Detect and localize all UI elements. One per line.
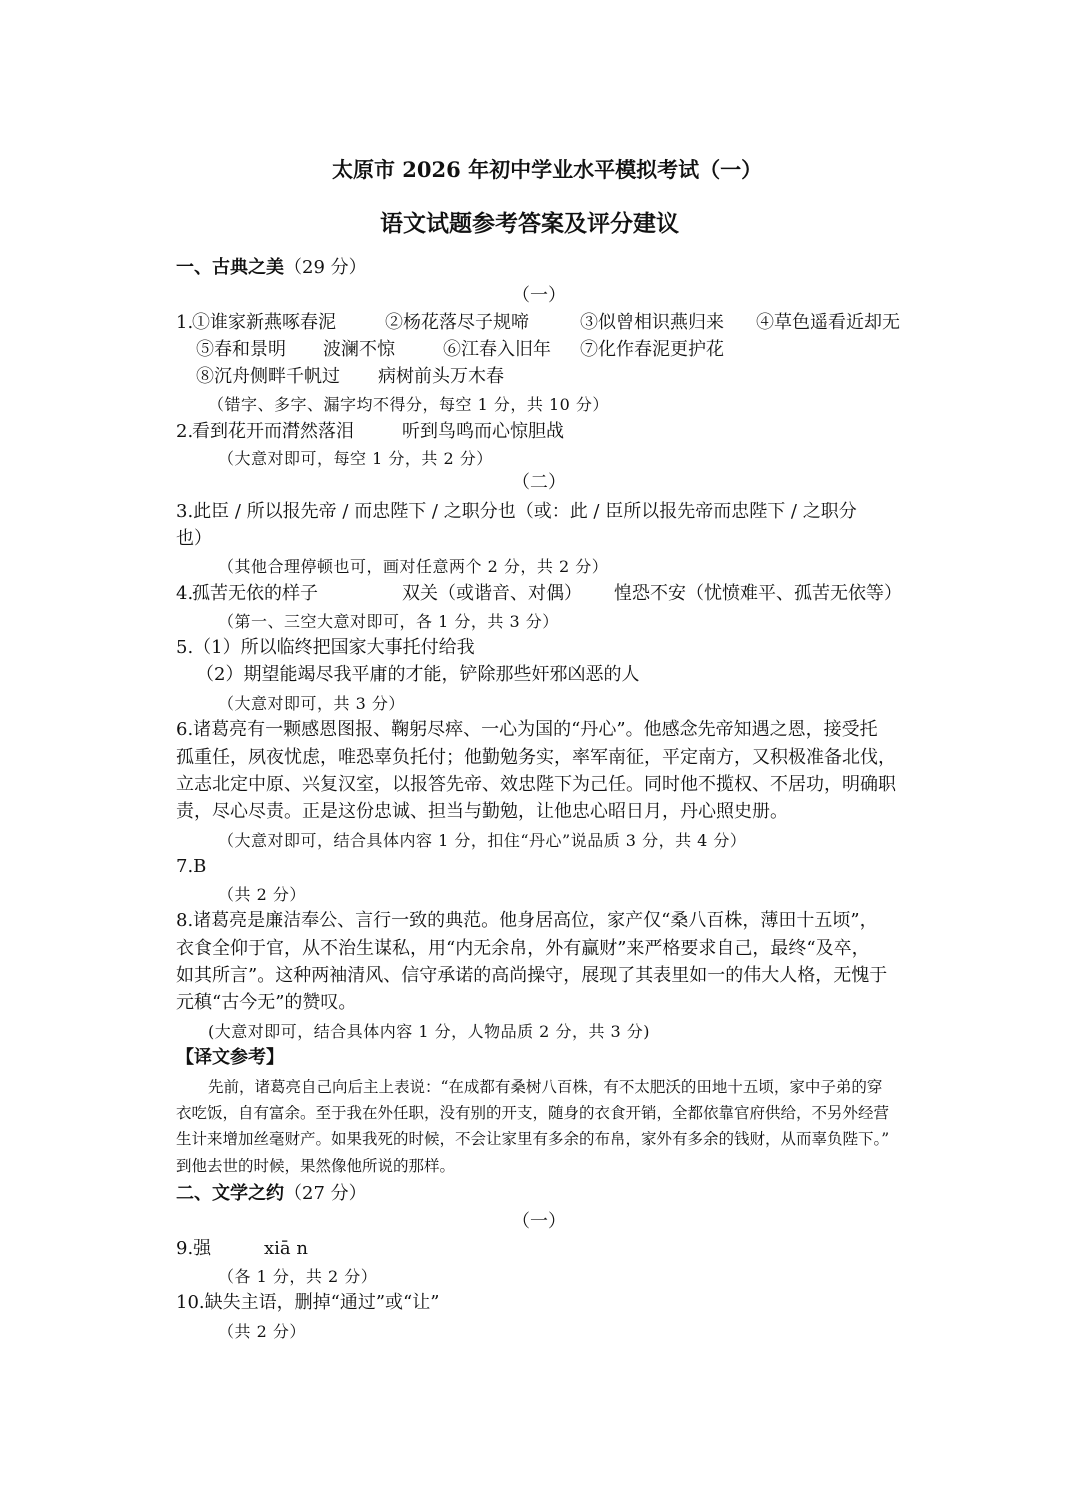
- q6-answer-line: 孤重任，夙夜忧虑，唯恐辜负托付；他勤勉务实，率军南征，平定南方，又积极准备北伐，: [176, 747, 896, 768]
- q3-answer-line-2: 也）: [176, 528, 212, 549]
- q4-answer-a: 孤苦无依的样子: [192, 583, 318, 604]
- q1-blank-7: ⑦化作春泥更护花: [580, 339, 724, 360]
- q1-blank-6: ⑥江春入旧年: [443, 339, 551, 360]
- q2-num: 2.: [176, 421, 194, 442]
- q10-answer: 10.缺失主语，删掉“通过”或“让”: [176, 1292, 440, 1313]
- q7-scoring-note: （共 2 分）: [218, 885, 306, 904]
- section-1-title: 一、古典之美: [176, 257, 284, 278]
- part-2-heading: （二）: [512, 472, 566, 493]
- q6-answer-line: 责，尽心尽责。正是这份忠诚、担当与勤勉，让他忠心昭日月，丹心照史册。: [176, 801, 788, 822]
- q1-blank-2: ②杨花落尽子规啼: [385, 312, 529, 333]
- section-2-part-1-heading: （一）: [512, 1211, 566, 1232]
- translation-line: 衣吃饭，自有富余。至于我在外任职，没有别的开支，随身的衣食开销，全都依靠官府供给，不另外经营: [176, 1104, 890, 1122]
- q1-blank-5b: 波澜不惊: [323, 339, 395, 360]
- q2-answer-b: 听到鸟鸣而心惊胆战: [402, 421, 564, 442]
- translation-line: 生计来增加丝毫财产。如果我死的时候，不会让家里有多余的布帛，家外有多余的钱财，从而辜负陛下。”: [176, 1130, 890, 1148]
- q3-answer-line-1: 3.此臣 / 所以报先帝 / 而忠陛下 / 之职分也（或：此 / 臣所以报先帝而忠陛下 / 之职分: [176, 501, 857, 522]
- document-subtitle: 语文试题参考答案及评分建议: [380, 210, 679, 237]
- q9-answer: 9.强: [176, 1238, 212, 1259]
- section-2-title: 二、文学之约: [176, 1183, 284, 1204]
- q4-scoring-note: （第一、三空大意对即可，各 1 分，共 3 分）: [218, 612, 559, 631]
- translation-line: 到他去世的时候，果然像他所说的那样。: [176, 1157, 456, 1175]
- q1-blank-1: ①谁家新燕啄春泥: [192, 312, 336, 333]
- q9-pinyin: xiā n: [264, 1238, 308, 1259]
- q5-answer-2: （2）期望能竭尽我平庸的才能，铲除那些奸邪凶恶的人: [196, 664, 640, 685]
- q1-num: 1.: [176, 312, 194, 333]
- q9-scoring-note: （各 1 分，共 2 分）: [218, 1267, 378, 1286]
- exam-title: 太原市 2026 年初中学业水平模拟考试（一）: [332, 157, 763, 182]
- q8-answer-line: 衣食全仰于官，从不治生谋私，用“内无余帛，外有赢财”来严格要求自己，最终“及卒，: [176, 938, 870, 959]
- part-1-heading: （一）: [512, 285, 566, 306]
- q4-answer-b: 双关（或谐音、对偶）: [402, 583, 582, 604]
- q5-scoring-note: （大意对即可，共 3 分）: [218, 694, 405, 713]
- q5-answer-1: 5.（1）所以临终把国家大事托付给我: [176, 637, 475, 658]
- q3-scoring-note: （其他合理停顿也可，画对任意两个 2 分，共 2 分）: [218, 557, 609, 576]
- q6-answer-line: 立志北定中原、兴复汉室，以报答先帝、效忠陛下为己任。同时他不揽权、不居功，明确职: [176, 774, 896, 795]
- q4-answer-c: 惶恐不安（忧愤难平、孤苦无依等）: [614, 583, 902, 604]
- q6-answer-line: 6.诸葛亮有一颗感恩图报、鞠躬尽瘁、一心为国的“丹心”。他感念先帝知遇之恩，接受托: [176, 719, 878, 740]
- q1-blank-8: ⑧沉舟侧畔千帆过: [196, 366, 340, 387]
- q2-answer-a: 看到花开而潸然落泪: [192, 421, 354, 442]
- section-1-heading: [176, 256, 367, 280]
- q8-answer-line: 元稹“古今无”的赞叹。: [176, 992, 357, 1013]
- q1-blank-4: ④草色遥看近却无: [756, 312, 900, 333]
- section-2-points: （27 分）: [284, 1183, 367, 1204]
- q10-scoring-note: （共 2 分）: [218, 1322, 306, 1341]
- q4-num: 4.: [176, 583, 194, 604]
- q8-answer-line: 8.诸葛亮是廉洁奉公、言行一致的典范。他身居高位，家产仅“桑八百株，薄田十五顷”，: [176, 910, 878, 931]
- section-1-points: （29 分）: [284, 257, 367, 278]
- translation-heading: 【译文参考】: [176, 1047, 284, 1068]
- translation-line: 先前，诸葛亮自己向后主上表说：“在成都有桑树八百株，有不太肥沃的田地十五顷，家中子弟的穿: [208, 1078, 883, 1096]
- section-2-heading: [176, 1182, 367, 1206]
- q6-scoring-note: （大意对即可，结合具体内容 1 分，扣住“丹心”说品质 3 分，共 4 分）: [218, 831, 747, 850]
- q1-blank-5: ⑤春和景明: [196, 339, 286, 360]
- q1-scoring-note: （错字、多字、漏字均不得分，每空 1 分，共 10 分）: [208, 395, 609, 414]
- q1-blank-8b: 病树前头万木春: [378, 366, 504, 387]
- q8-answer-line: 如其所言”。这种两袖清风、信守承诺的高尚操守，展现了其表里如一的伟大人格，无愧于: [176, 965, 888, 986]
- q8-scoring-note: (大意对即可，结合具体内容 1 分，人物品质 2 分，共 3 分): [208, 1022, 651, 1041]
- q7-answer: 7.B: [176, 856, 207, 877]
- q2-scoring-note: （大意对即可，每空 1 分，共 2 分）: [218, 449, 493, 468]
- q1-blank-3: ③似曾相识燕归来: [580, 312, 724, 333]
